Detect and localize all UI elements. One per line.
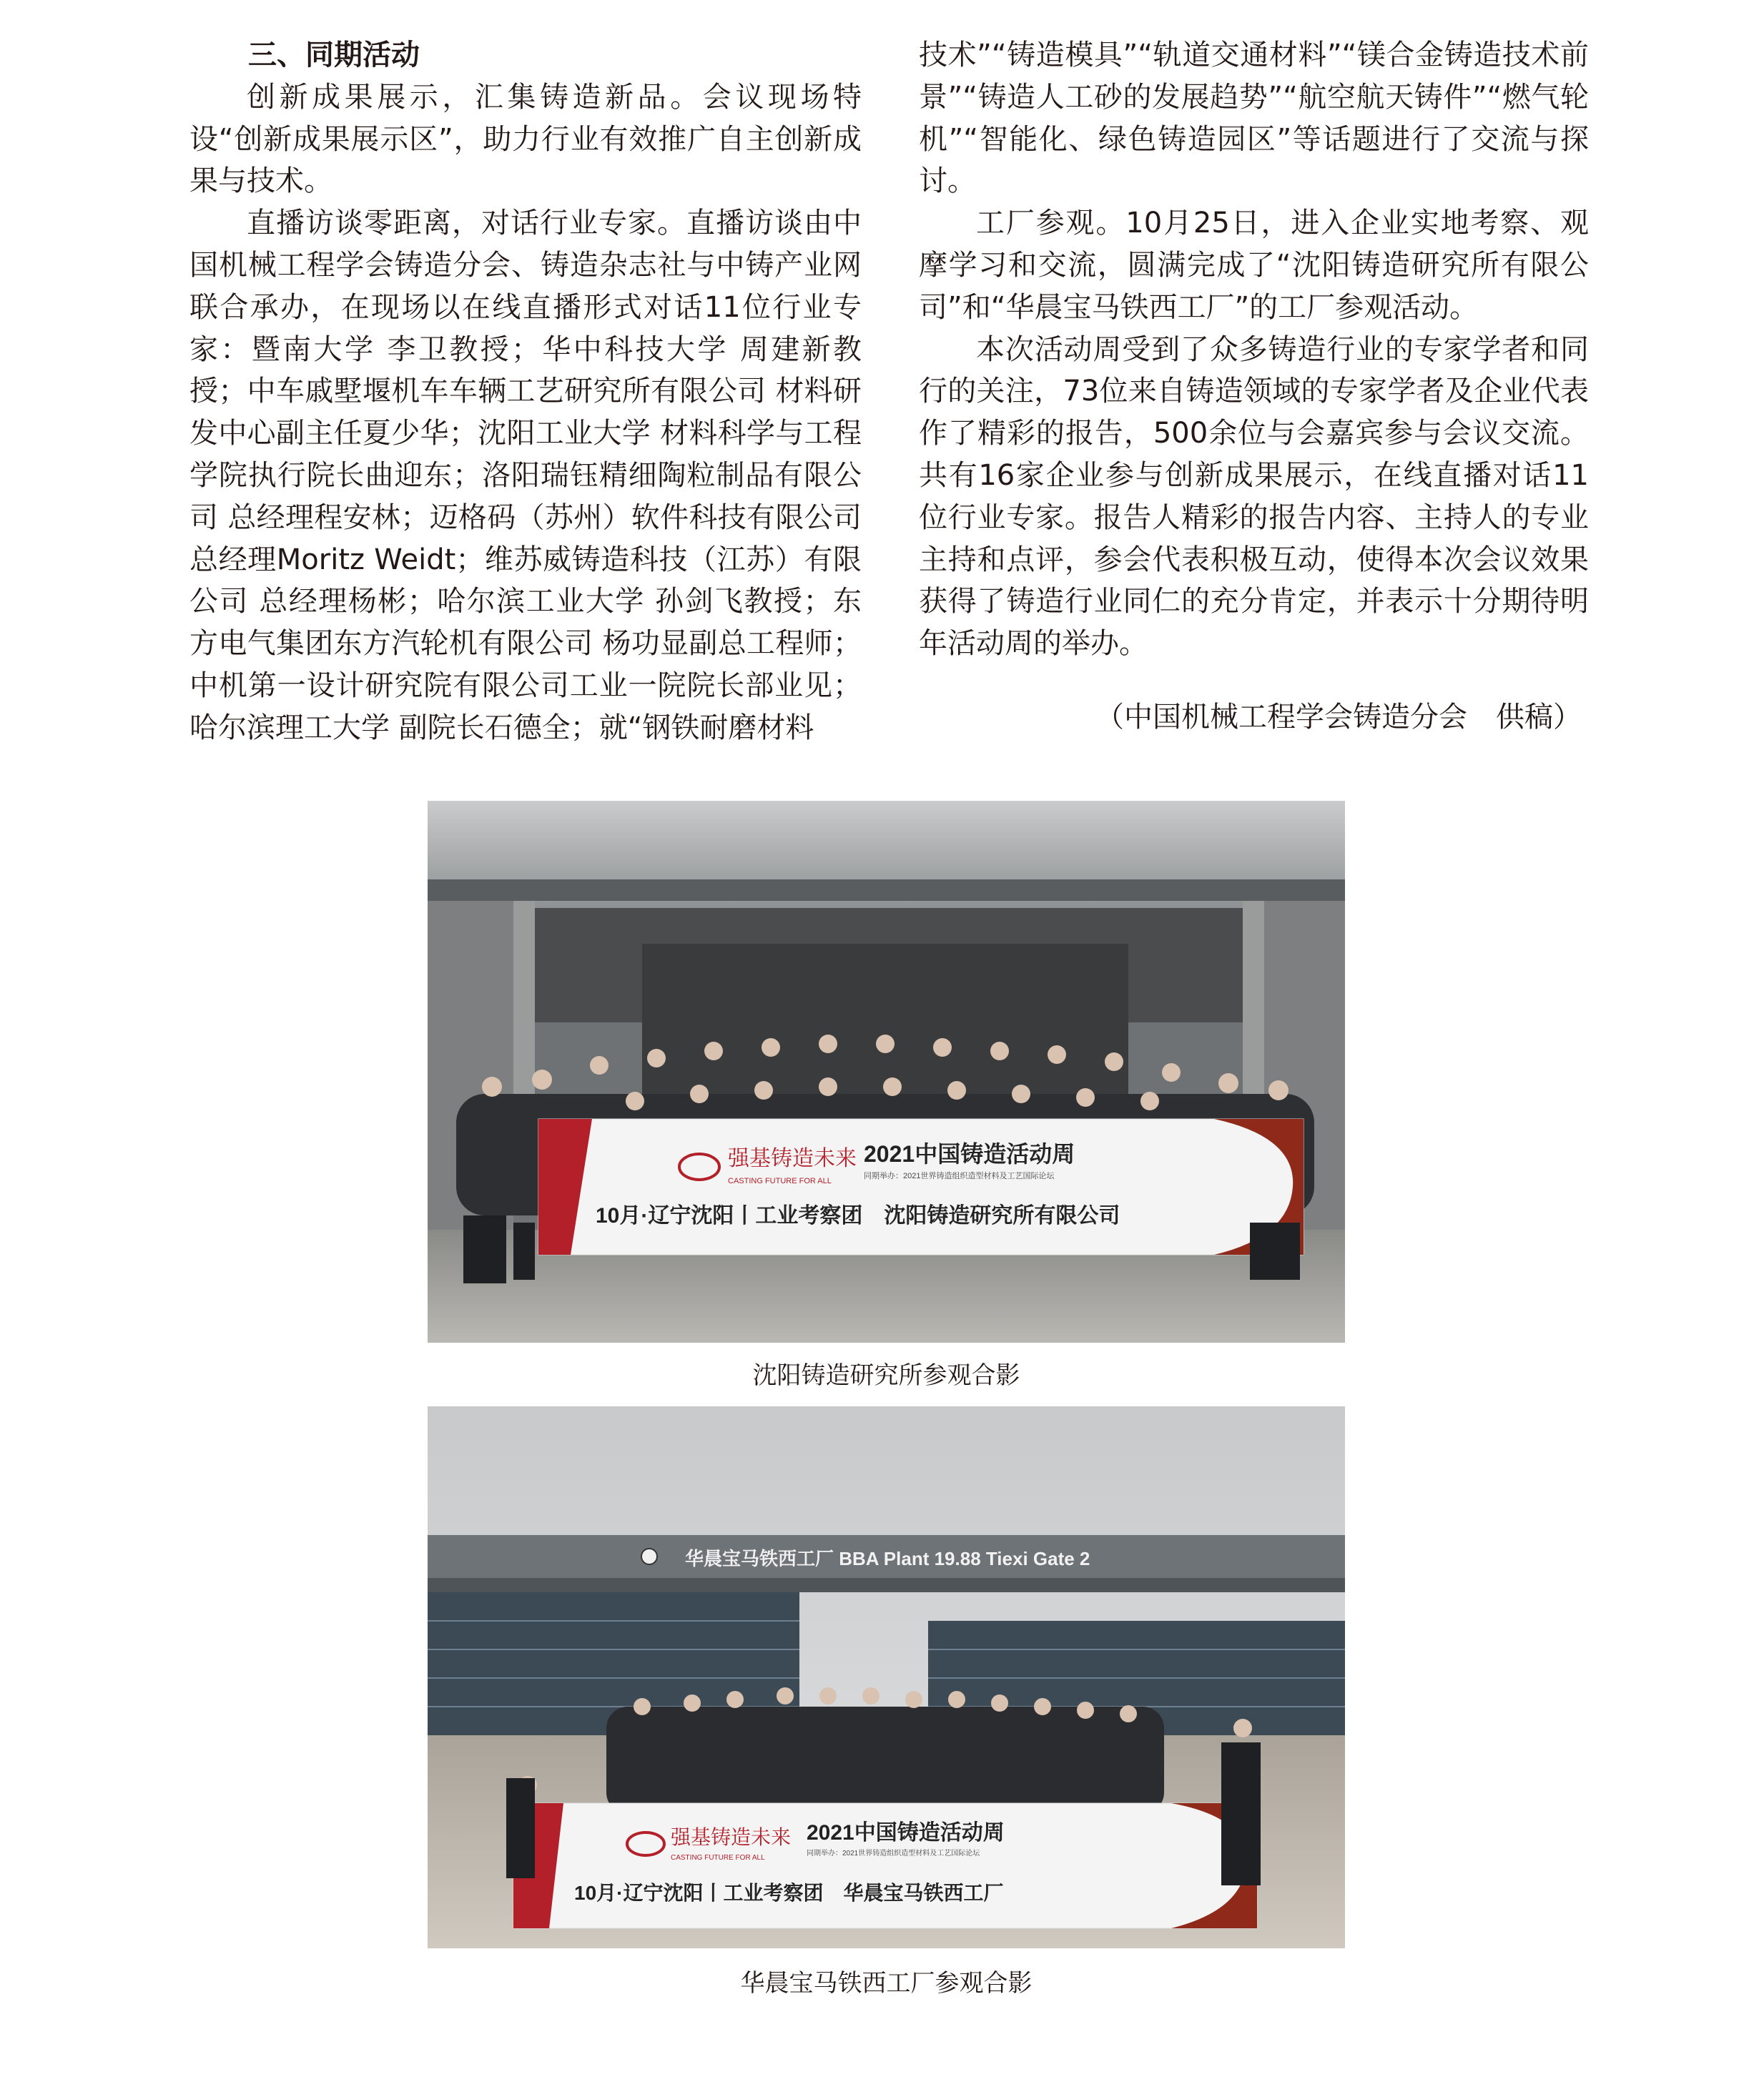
group-photo-shenyang-institute [428,801,1345,1343]
right-column [919,34,1589,739]
svg-text:强基铸造未来: 强基铸造未来 [728,1147,857,1170]
svg-text:2021中国铸造活动周: 2021中国铸造活动周 [807,1821,1005,1845]
svg-text:强基铸造未来: 强基铸造未来 [671,1826,792,1848]
photo-caption-bmw: 华晨宝马铁西工厂参观合影 [740,1969,1033,1998]
svg-text:10月·辽宁沈阳丨工业考察团 沈阳铸造研究所有限公司: 10月·辽宁沈阳丨工业考察团 沈阳铸造研究所有限公司 [596,1204,1120,1228]
svg-text:CASTING FUTURE FOR ALL: CASTING FUTURE FOR ALL [671,1854,765,1862]
group-photo-bmw-tiexi [428,1406,1345,1948]
svg-text:同期举办：2021世界铸造组织造型材料及工艺国际论坛: 同期举办：2021世界铸造组织造型材料及工艺国际论坛 [807,1850,980,1858]
paragraph-factory-visit: 工厂参观。10月25日，进入企业实地考察、观摩学习和交流，圆满完成了“沈阳铸造研究所有限公司”和“华晨宝马铁西工厂”的工厂参观活动。 [919,207,1589,324]
left-column [189,34,862,749]
event-banner [513,1803,1257,1928]
paragraph-live-interview: 直播访谈零距离，对话行业专家。直播访谈由中国机械工程学会铸造分会、铸造杂志社与中铸产业网联合承办，在现场以在线直播形式对话11位行业专家：暨南大学 李卫教授；华中科技大学 周建新教授；中车戚墅堰机车车辆工艺研究所有限公司 材料研发中心副主任夏少华；沈阳工业大学 材料科学与工程学院执行院长曲迎东；洛阳瑞钰精细陶粒制品有限公司 总经理程安林；迈格码（苏州）软件科技有限公司 总经理Moritz Weidt；维苏威铸造科技（江苏）有限公司 总经理杨彬；哈尔滨工业大学 孙剑飞教授；东方电气集团东方汽轮机有限公司 杨功显副总工程师；中机第一设计研究院有限公司工业一院院长部业见；哈尔滨理工大学 副院长石德全；就“钢铁耐磨材料 [189,207,862,744]
photo-caption-shenyang: 沈阳铸造研究所参观合影 [752,1361,1020,1390]
paragraph-topics-cont: 技术”“铸造模具”“轨道交通材料”“镁合金铸造技术前景”“铸造人工砂的发展趋势”“航空航天铸件”“燃气轮机”“智能化、绿色铸造园区”等话题进行了交流与探讨。 [919,39,1589,198]
svg-text:CASTING FUTURE FOR ALL: CASTING FUTURE FOR ALL [728,1177,832,1185]
article-credit: （中国机械工程学会铸造分会 供稿） [1095,700,1582,734]
event-banner [538,1119,1304,1255]
svg-text:2021中国铸造活动周: 2021中国铸造活动周 [864,1141,1075,1167]
svg-text:10月·辽宁沈阳丨工业考察团 华晨宝马铁西工厂: 10月·辽宁沈阳丨工业考察团 华晨宝马铁西工厂 [574,1882,1004,1904]
section-heading: 三、同期活动 [248,39,420,71]
paragraph-innovation: 创新成果展示，汇集铸造新品。会议现场特设“创新成果展示区”，助力行业有效推广自主创新成果与技术。 [189,80,862,198]
svg-text:同期举办：2021世界铸造组织造型材料及工艺国际论坛: 同期举办：2021世界铸造组织造型材料及工艺国际论坛 [864,1172,1055,1180]
plant-gate-sign: 华晨宝马铁西工厂 BBA Plant 19.88 Tiexi Gate 2 [685,1548,1090,1569]
paragraph-summary: 本次活动周受到了众多铸造行业的专家学者和同行的关注，73位来自铸造领域的专家学者及企业代表作了精彩的报告，500余位与会嘉宾参与会议交流。共有16家企业参与创新成果展示，在线直播对话11位行业专家。报告人精彩的报告内容、主持人的专业主持和点评，参会代表积极互动，使得本次会议效果获得了铸造行业同仁的充分肯定，并表示十分期待明年活动周的举办。 [919,332,1589,661]
